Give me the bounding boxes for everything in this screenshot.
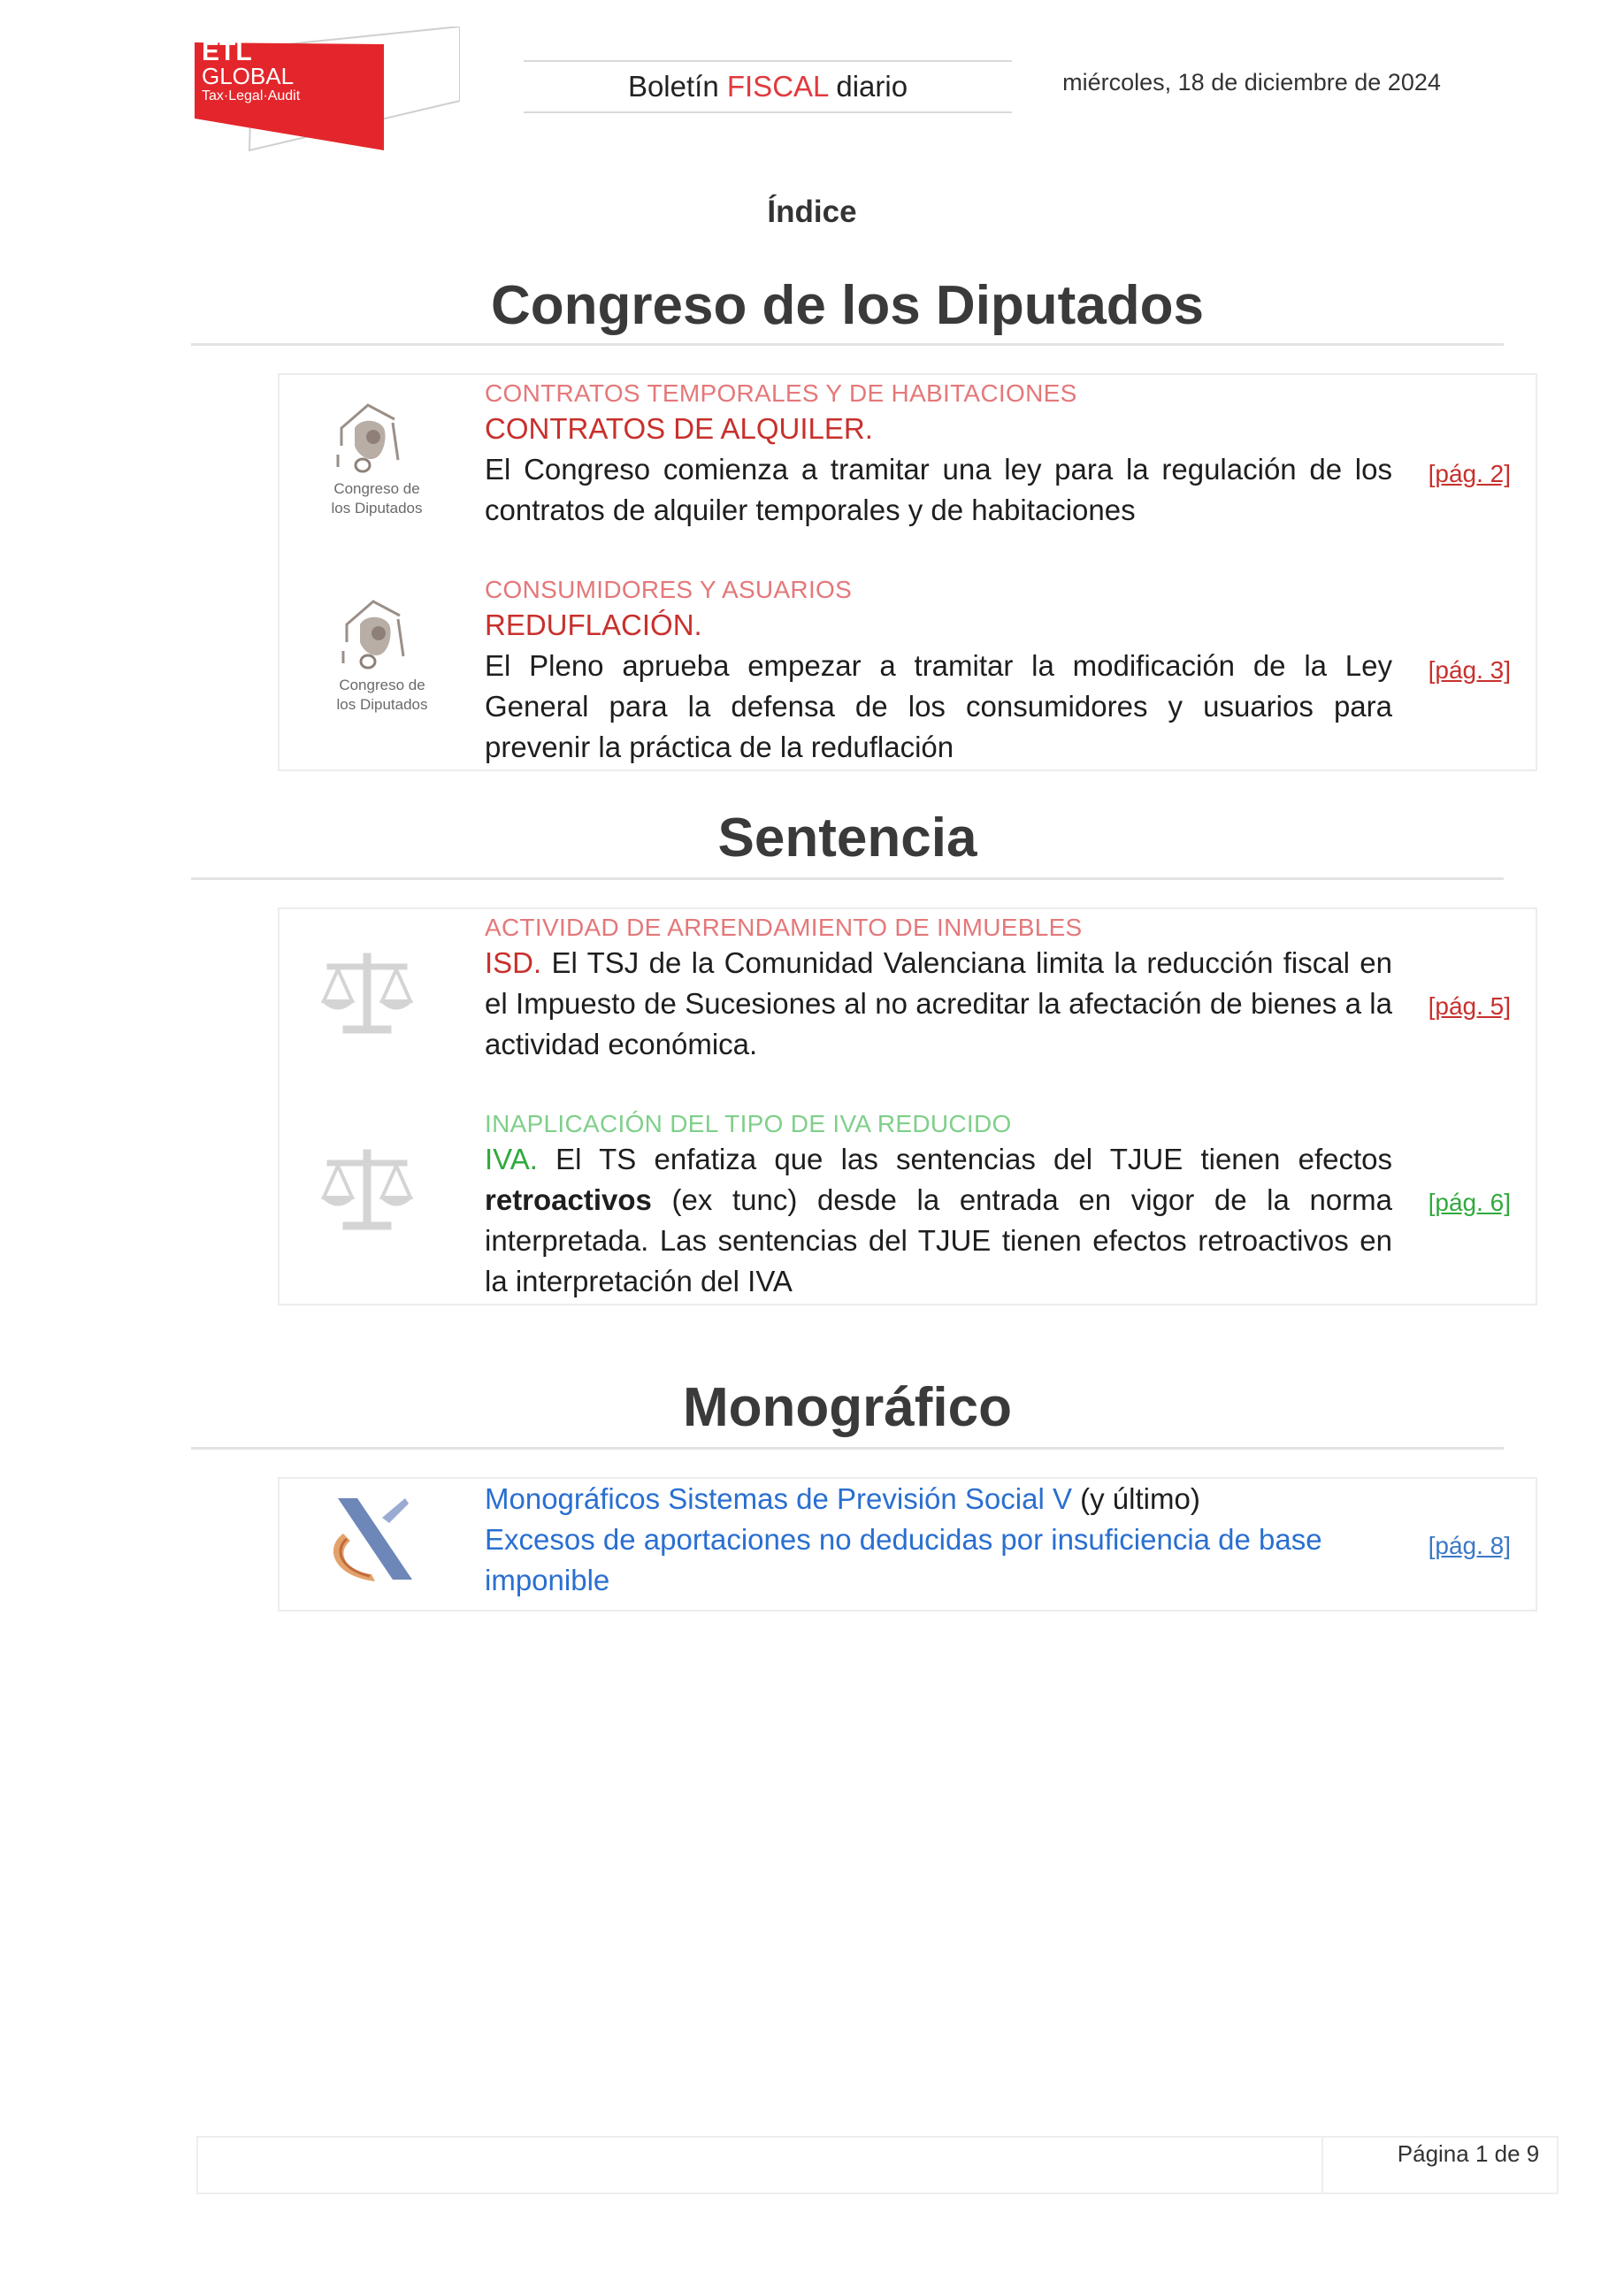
page-link-3[interactable]: [pág. 3] xyxy=(1428,656,1511,684)
logo-main-text: ETL xyxy=(202,37,252,66)
section-divider xyxy=(191,1447,1504,1450)
page-link-8[interactable]: [pág. 8] xyxy=(1428,1532,1511,1559)
bulletin-prefix: Boletín xyxy=(627,70,719,103)
section-divider xyxy=(191,343,1504,346)
bulletin-suffix: diario xyxy=(836,70,908,103)
logo-sub-text: GLOBAL xyxy=(202,63,295,89)
bulletin-highlight: FISCAL xyxy=(726,70,829,103)
entry-text: El Congreso comienza a tramitar una ley para la regulación de los contratos de alquiler temporales y de habitaciones xyxy=(485,453,1392,526)
section-panel-monografico xyxy=(278,1477,1537,1611)
section-title-congreso: Congreso de los Diputados xyxy=(490,275,1205,336)
entry-category: CONTRATOS TEMPORALES Y DE HABITACIONES xyxy=(485,379,1077,407)
footer-page-number: Página 1 de 9 xyxy=(1397,2140,1540,2167)
index-entry xyxy=(485,379,1624,531)
agencia-tributaria-logo-icon xyxy=(320,1491,417,1588)
congreso-caption-1: Congreso de xyxy=(339,677,425,693)
footer-divider xyxy=(1321,2136,1323,2194)
bulletin-title xyxy=(524,62,1012,111)
header-date: miércoles, 18 de diciembre de 2024 xyxy=(1062,69,1441,96)
etl-global-logo xyxy=(195,27,460,159)
entry-text xyxy=(485,943,1392,1065)
entry-lead: IVA. xyxy=(485,1143,538,1175)
congreso-caption-2: los Diputados xyxy=(336,696,428,713)
entry-category: CONSUMIDORES Y ASUARIOS xyxy=(485,576,853,603)
congreso-caption-1: Congreso de xyxy=(333,480,420,497)
congreso-logo-icon xyxy=(311,589,453,722)
index-title: Índice xyxy=(767,195,857,229)
entry-body-bold: retroactivos xyxy=(485,1183,652,1216)
section-panel-sentencia xyxy=(278,907,1537,1305)
congreso-caption-2: los Diputados xyxy=(331,500,423,517)
entry-headline: CONTRATOS DE ALQUILER. xyxy=(485,412,873,445)
monografico-headline: Monográficos Sistemas de Previsión Social V xyxy=(485,1482,1072,1515)
entry-category: ACTIVIDAD DE ARRENDAMIENTO DE INMUEBLES xyxy=(485,914,1083,941)
bulletin-title-box xyxy=(524,60,1012,113)
page-link-5[interactable]: [pág. 5] xyxy=(1428,992,1511,1020)
scales-of-justice-icon xyxy=(318,946,416,1044)
logo-tagline-text: Tax·Legal·Audit xyxy=(202,88,301,103)
page-link-6[interactable]: [pág. 6] xyxy=(1428,1189,1511,1216)
entry-body: El TSJ de la Comunidad Valenciana limita la reducción fiscal en el Impuesto de Sucesiones al no acreditar la afectación de bienes a la actividad económica. xyxy=(485,946,1392,1060)
monografico-subtitle: Excesos de aportaciones no deducidas por insuficiencia de base imponible xyxy=(485,1523,1322,1596)
entry-headline xyxy=(485,1479,1624,1519)
entry-text xyxy=(485,1139,1392,1302)
entry-category: INAPLICACIÓN DEL TIPO DE IVA REDUCIDO xyxy=(485,1110,1012,1137)
section-panel-congreso xyxy=(278,373,1537,771)
entry-headline: REDUFLACIÓN. xyxy=(485,608,702,641)
page-link-2[interactable]: [pág. 2] xyxy=(1428,460,1511,487)
section-title-sentencia: Sentencia xyxy=(717,807,977,869)
entry-text: El Pleno aprueba empezar a tramitar la modificación de la Ley General para la defensa de los consumidores y usuarios para prevenir la práctica de la reduflación xyxy=(485,649,1392,763)
footer-box xyxy=(196,2136,1559,2194)
entry-body-b: (ex tunc) desde la entrada en vigor de la norma interpretada. Las sentencias del TJUE tienen efectos retroactivos en la interpretación del IVA xyxy=(485,1183,1392,1297)
congreso-logo-icon xyxy=(306,393,448,525)
section-divider xyxy=(191,877,1504,880)
entry-body-a: El TS enfatiza que las sentencias del TJUE tienen efectos xyxy=(555,1143,1392,1175)
monografico-headline-suffix: (y último) xyxy=(1080,1482,1200,1515)
section-title-monografico: Monográfico xyxy=(683,1377,1012,1438)
entry-lead: ISD. xyxy=(485,946,542,979)
index-entry xyxy=(485,913,1624,1065)
scales-of-justice-icon xyxy=(318,1143,416,1240)
